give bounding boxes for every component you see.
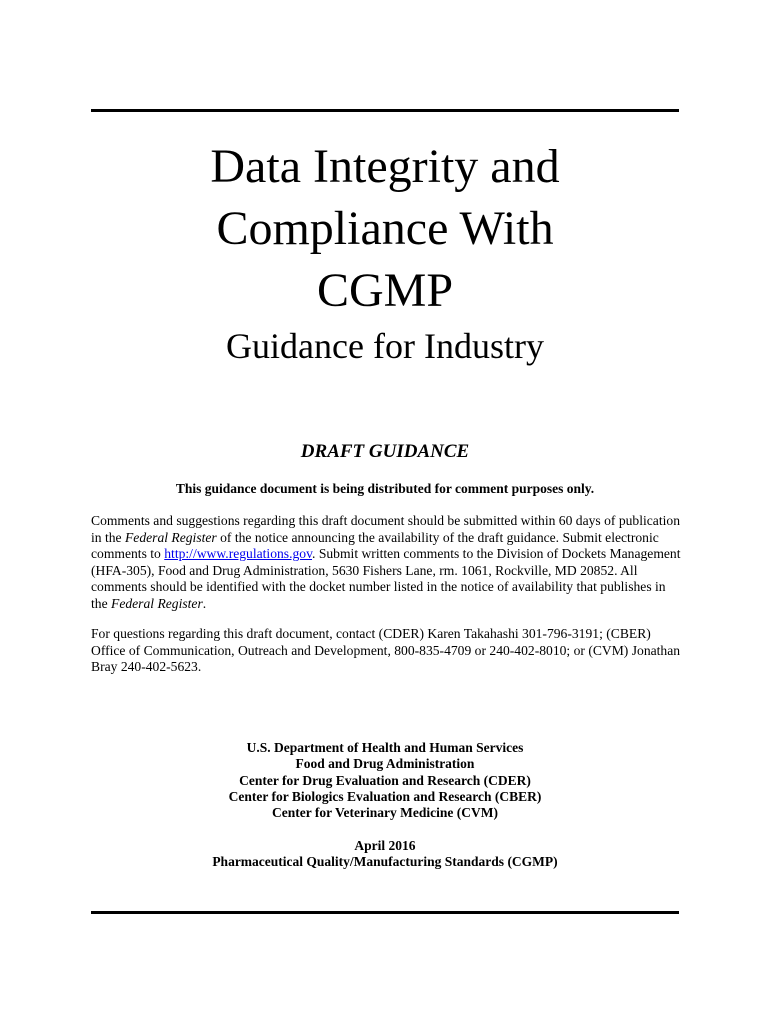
bottom-horizontal-rule <box>91 911 679 914</box>
contact-paragraph: For questions regarding this draft document, contact (CDER) Karen Takahashi 301-796-3191; (CBER) Office of Communication, Outreach and Development, 800-835-4709 or 240-402-8010; or (CVM) Jonathan Bray 240-402-5623. <box>91 626 681 674</box>
title-line-1: Data Integrity and <box>210 140 560 193</box>
title-line-3: CGMP <box>316 264 454 317</box>
distribution-note: This guidance document is being distributed for comment purposes only. <box>175 481 595 496</box>
agency-line: Center for Biologics Evaluation and Research (CBER) <box>228 788 542 804</box>
top-horizontal-rule <box>91 109 679 112</box>
agency-line: Center for Veterinary Medicine (CVM) <box>272 805 498 821</box>
federal-register-italic-2: Federal Register <box>111 595 203 611</box>
draft-guidance-heading: DRAFT GUIDANCE <box>300 441 470 462</box>
title-line-2: Compliance With <box>216 202 554 255</box>
regulations-gov-link[interactable]: http://www.regulations.gov <box>164 546 313 561</box>
federal-register-italic-1: Federal Register <box>124 529 217 545</box>
comments-paragraph <box>91 513 683 612</box>
comments-text-3: . Submit written comments to the Division of Dockets Management (HFA-305), Food and Drug Administration, 5630 Fishers Lane, rm. 1061, Rockville, MD 20852. All comments should be identified with the docket number listed in the notice of availability that publishes in the <box>91 546 681 611</box>
publication-info <box>91 838 679 871</box>
document-subtitle: Guidance for Industry <box>226 326 544 366</box>
agency-line: Center for Drug Evaluation and Research (CDER) <box>239 772 531 788</box>
publication-date: April 2016 <box>354 838 416 853</box>
agency-line: Food and Drug Administration <box>295 756 475 772</box>
agencies-block <box>91 740 679 821</box>
comments-text-2: of the notice announcing the availability of the draft guidance. Submit electronic comments to <box>91 529 659 561</box>
comments-text-4: . <box>202 595 207 611</box>
agency-line: U.S. Department of Health and Human Services <box>246 740 524 755</box>
comments-text-1: Comments and suggestions regarding this draft document should be submitted within 60 days of publication in the <box>91 513 680 545</box>
guidance-category: Pharmaceutical Quality/Manufacturing Standards (CGMP) <box>212 854 558 870</box>
document-title-block <box>91 136 679 368</box>
